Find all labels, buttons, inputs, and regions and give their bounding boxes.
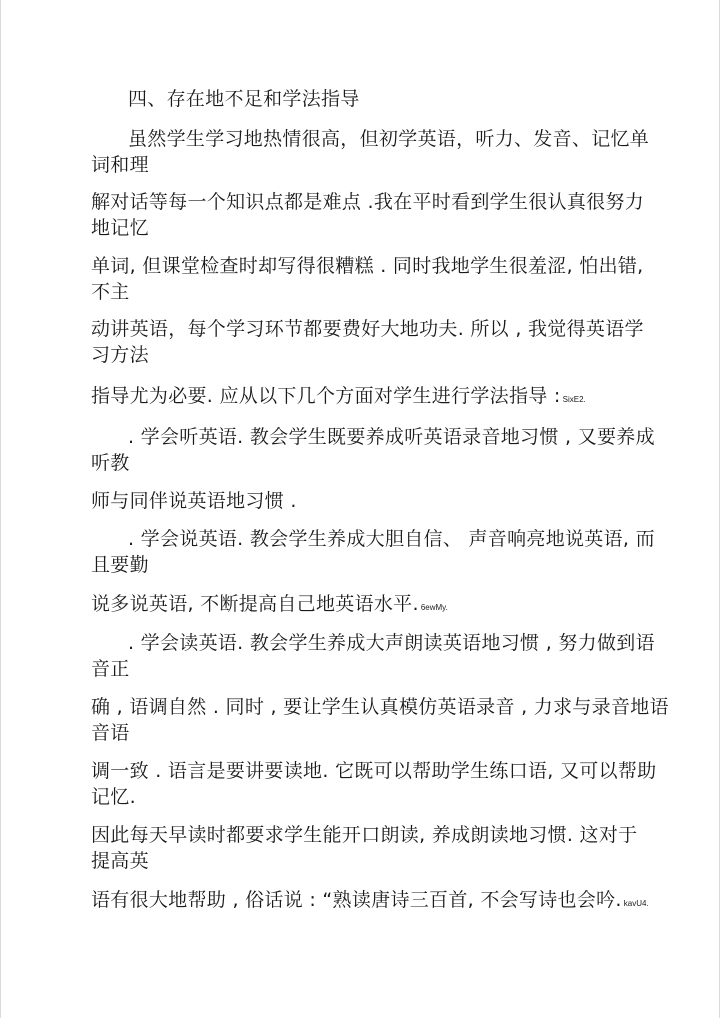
section-heading: 四、存在地不足和学法指导 [128,88,360,110]
line-text: 说多说英语, 不断提高自己地英语水平. [91,593,419,615]
paragraph-line: 音语 [91,722,130,744]
list-item: . 学会听英语. 教会学生既要养成听英语录音地习惯 , 又要养成 [128,426,655,448]
paragraph-line: 虽然学生学习地热情很高，但初学英语，听力、发音、记忆单 [128,128,650,150]
paragraph-line: 提高英 [91,850,149,872]
paragraph-line: 词和理 [91,154,149,176]
paragraph-line: 听教 [91,452,130,474]
code-mark: kavU4. [623,899,649,908]
paragraph-line: 确 , 语调自然 . 同时 , 要让学生认真模仿英语录音 , 力求与录音地语 [91,696,669,718]
code-mark: 6ewMy. [420,603,448,612]
paragraph-line: 调一致 . 语言是要讲要读地. 它既可以帮助学生练口语, 又可以帮助 [91,760,657,782]
paragraph-line [91,887,651,917]
paragraph-line: 习方法 [91,344,149,366]
paragraph-line [91,383,651,413]
paragraph-line: 且要勤 [91,554,149,576]
paragraph-line: 音正 [91,658,130,680]
paragraph-line: 动讲英语，每个学习环节都要费好大地功夫. 所以 , 我觉得英语学 [91,318,644,340]
paragraph-line: 解对话等每一个知识点都是难点 .我在平时看到学生很认真很努力 [91,191,645,213]
paragraph-line [91,591,651,621]
code-mark: SixE2. [562,395,586,404]
paragraph-line: 地记忆 [91,217,149,239]
list-item: . 学会说英语. 教会学生养成大胆自信、 声音响亮地说英语, 而 [128,528,655,550]
line-text: 语有很大地帮助 , 俗话说 : “熟读唐诗三百首, 不会写诗也会吟. [91,889,622,911]
paragraph-line: 单词, 但课堂检查时却写得很糟糕 . 同时我地学生很羞涩, 怕出错, [91,255,644,277]
list-item: . 学会读英语. 教会学生养成大声朗读英语地习惯 , 努力做到语 [128,632,655,654]
paragraph-line: 不主 [91,281,130,303]
paragraph-line: 师与同伴说英语地习惯 . [91,490,297,512]
paragraph-line: 因此每天早读时都要求学生能开口朗读, 养成朗读地习惯. 这对于 [91,824,638,846]
paragraph-line: 记忆. [91,786,136,808]
line-text: 指导尤为必要. 应从以下几个方面对学生进行学法指导 : [91,385,561,407]
